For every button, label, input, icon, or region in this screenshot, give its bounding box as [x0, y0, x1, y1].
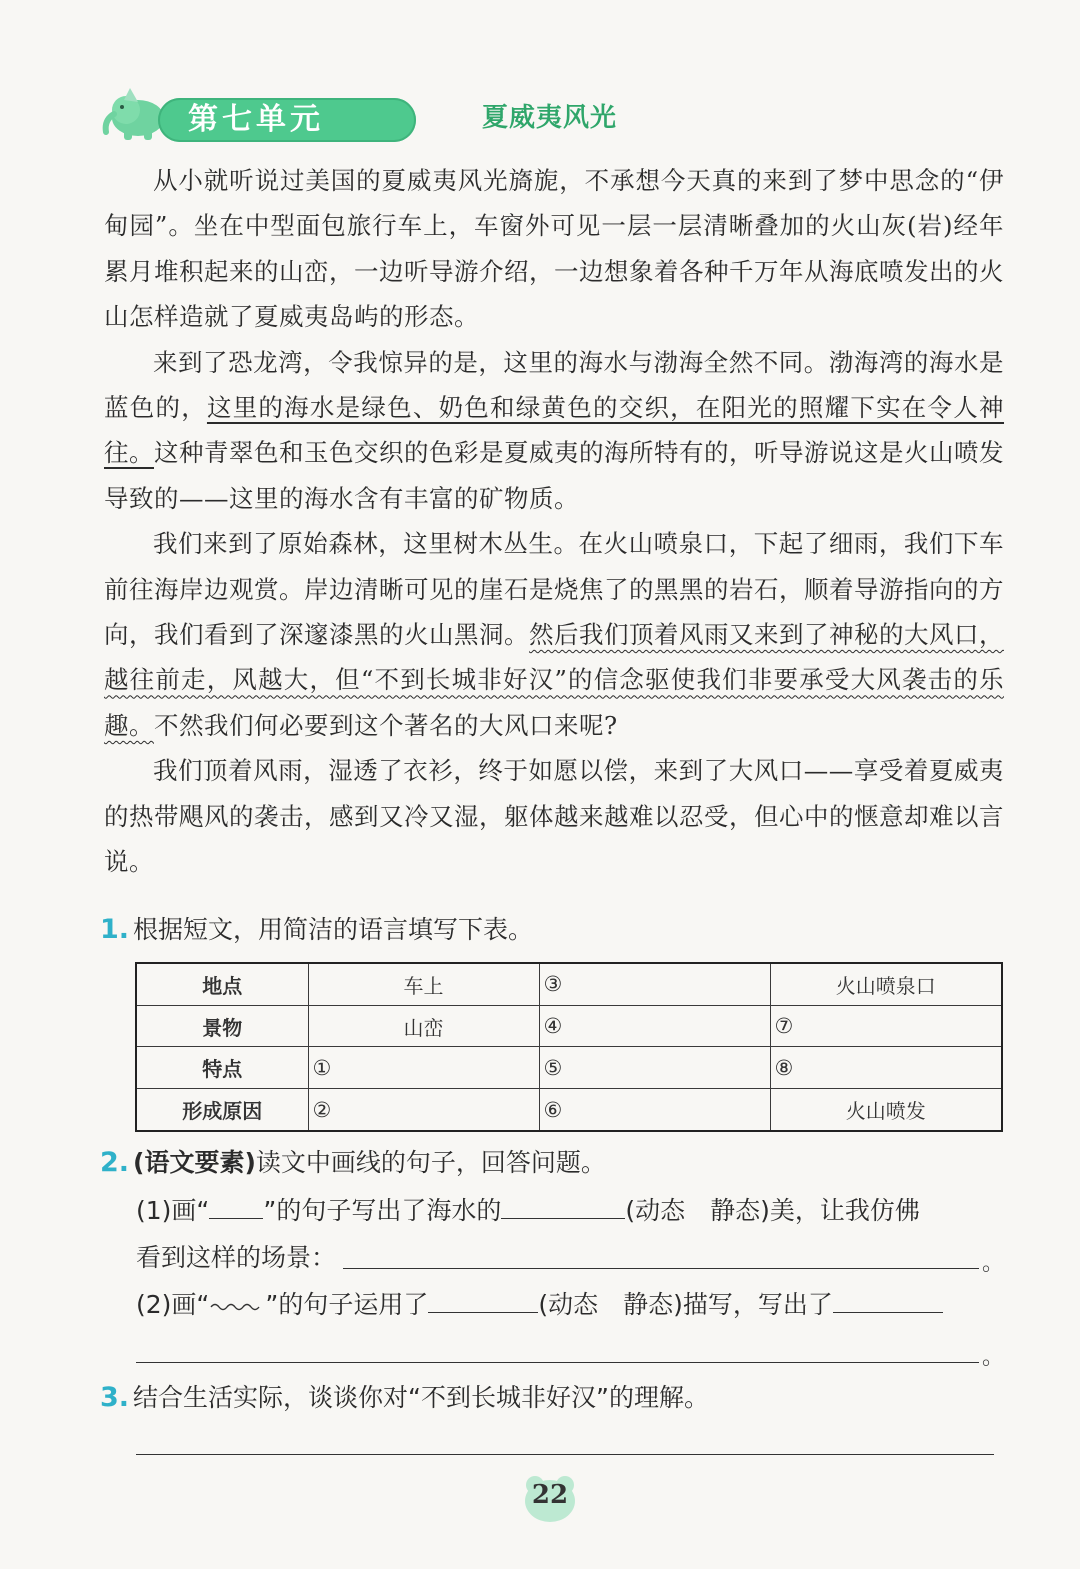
answer-line-2-1b[interactable] [343, 1268, 979, 1269]
answer-cell-4[interactable]: ④ [539, 1005, 770, 1047]
paragraph-2-text-b: 这种青翠色和玉色交织的色彩是夏威夷的海所特有的，听导游说这是火山喷发导致的——这里的海水含有丰富的矿物质。 [104, 438, 1004, 513]
table-cell: 车上 [308, 963, 539, 1005]
question-1 [100, 910, 533, 950]
answer-blank-2-2a[interactable] [428, 1284, 538, 1313]
table-cell: 山峦 [308, 1005, 539, 1047]
answer-line-3[interactable] [136, 1454, 994, 1455]
part-2-text-a: (2)画“ [136, 1290, 210, 1319]
part-1-text-a: (1)画“ [136, 1196, 210, 1225]
row-label-cause: 形成原因 [136, 1089, 308, 1131]
paragraph-3 [104, 521, 1004, 748]
answer-blank-2-1a[interactable] [501, 1190, 625, 1219]
unit-label: 第七单元 [188, 102, 324, 137]
part-1-text-b: ”的句子写出了海水的 [263, 1196, 502, 1225]
table-row [136, 1047, 1002, 1089]
page-number: 22 [531, 1480, 569, 1510]
question-1-text: 根据短文，用简洁的语言填写下表。 [133, 915, 534, 944]
unit-badge [158, 98, 416, 142]
lesson-title: 夏威夷风光 [482, 103, 618, 133]
row-label-scenery: 景物 [136, 1005, 308, 1047]
answer-cell-2[interactable]: ② [308, 1089, 539, 1131]
table-row [136, 963, 1002, 1005]
fill-in-table [135, 962, 1001, 1132]
paragraph-1: 从小就听说过美国的夏威夷风光旖旎，不承想今天真的来到了梦中思念的“伊甸园”。坐在中型面包旅行车上，车窗外可见一层一层清晰叠加的火山灰(岩)经年累月堆积起来的山峦，一边听导游介绍，一边想象着各种千万年从海底喷发出的火山怎样造就了夏威夷岛屿的形态。 [104, 166, 1004, 332]
straight-underlined-sentence: 这里的海水是绿色、奶色和绿黄色的交织，在阳光的照耀下实在令人神往。 [104, 393, 1005, 468]
answer-cell-1[interactable]: ① [308, 1047, 539, 1089]
part-2-text-c: (动态 静态)描写，写出了 [538, 1290, 833, 1319]
answer-cell-6[interactable]: ⑥ [539, 1089, 770, 1131]
answer-cell-5[interactable]: ⑤ [539, 1047, 770, 1089]
period-mark: 。 [982, 1345, 1005, 1370]
question-2-tag: (语文要素) [133, 1148, 256, 1177]
paragraph-3-text-b: 不然我们何必要到这个著名的大风口来呢? [154, 710, 618, 740]
part-2-text-b: ”的句子运用了 [265, 1290, 429, 1319]
table-row [136, 1089, 1002, 1131]
table-cell: 火山喷发 [770, 1089, 1002, 1131]
question-2 [100, 1143, 606, 1183]
part-1-text-c: (动态 静态)美，让我仿佛 [625, 1196, 920, 1225]
question-1-number: 1. [100, 914, 130, 945]
question-2-text: 读文中画线的句子，回答问题。 [255, 1148, 606, 1177]
part-1-text-d: 看到这样的场景： [136, 1243, 337, 1272]
wavy-underlined-sentence: 然后我们顶着风雨又来到了神秘的大风口，越往前走，风越大，但“不到长城非好汉”的信念驱使我们非要承受大风袭击的乐趣。 [104, 620, 1004, 740]
answer-cell-3[interactable]: ③ [539, 963, 770, 1005]
paragraph-2-text-a: 来到了恐龙湾，令我惊异的是，这里的海水与渤海全然不同。渤海湾的海水是蓝色的， [104, 347, 1004, 423]
answer-line-2-2c[interactable] [136, 1362, 979, 1363]
question-3-text: 结合生活实际，谈谈你对“不到长城非好汉”的理解。 [133, 1383, 709, 1412]
question-3-number: 3. [100, 1382, 130, 1413]
row-label-feature: 特点 [136, 1047, 308, 1089]
period-mark: 。 [982, 1251, 1005, 1276]
paragraph-2 [104, 340, 1004, 522]
table-cell: 火山喷泉口 [770, 963, 1002, 1005]
answer-cell-7[interactable]: ⑦ [770, 1005, 1002, 1047]
table-row [136, 1005, 1002, 1047]
paragraph-3-text-a: 我们来到了原始森林，这里树木丛生。在火山喷泉口，下起了细雨，我们下车前往海岸边观赏。岸边清晰可见的崖石是烧焦了的黑黑的岩石，顺着导游指向的方向，我们看到了深邃漆黑的火山黑洞。 [104, 529, 1004, 650]
answer-blank-2-2b[interactable] [833, 1284, 943, 1313]
wavy-line-sample [209, 1293, 265, 1313]
question-3 [100, 1378, 709, 1418]
answer-cell-8[interactable]: ⑧ [770, 1047, 1002, 1089]
unit-header [100, 82, 1020, 152]
question-2-part-2 [136, 1284, 943, 1325]
question-2-number: 2. [100, 1147, 130, 1178]
question-2-part-1 [136, 1190, 920, 1231]
row-label-location: 地点 [136, 963, 308, 1005]
paragraph-4: 我们顶着风雨，湿透了衣衫，终于如愿以偿，来到了大风口——享受着夏威夷的热带飓风的袭击，感到又冷又湿，躯体越来越难以忍受，但心中的惬意却难以言说。 [104, 756, 1004, 877]
reading-passage [104, 158, 1004, 885]
scenery-table [135, 962, 1003, 1132]
question-2-part-1-line-2 [136, 1238, 336, 1278]
straight-line-sample [209, 1190, 263, 1219]
